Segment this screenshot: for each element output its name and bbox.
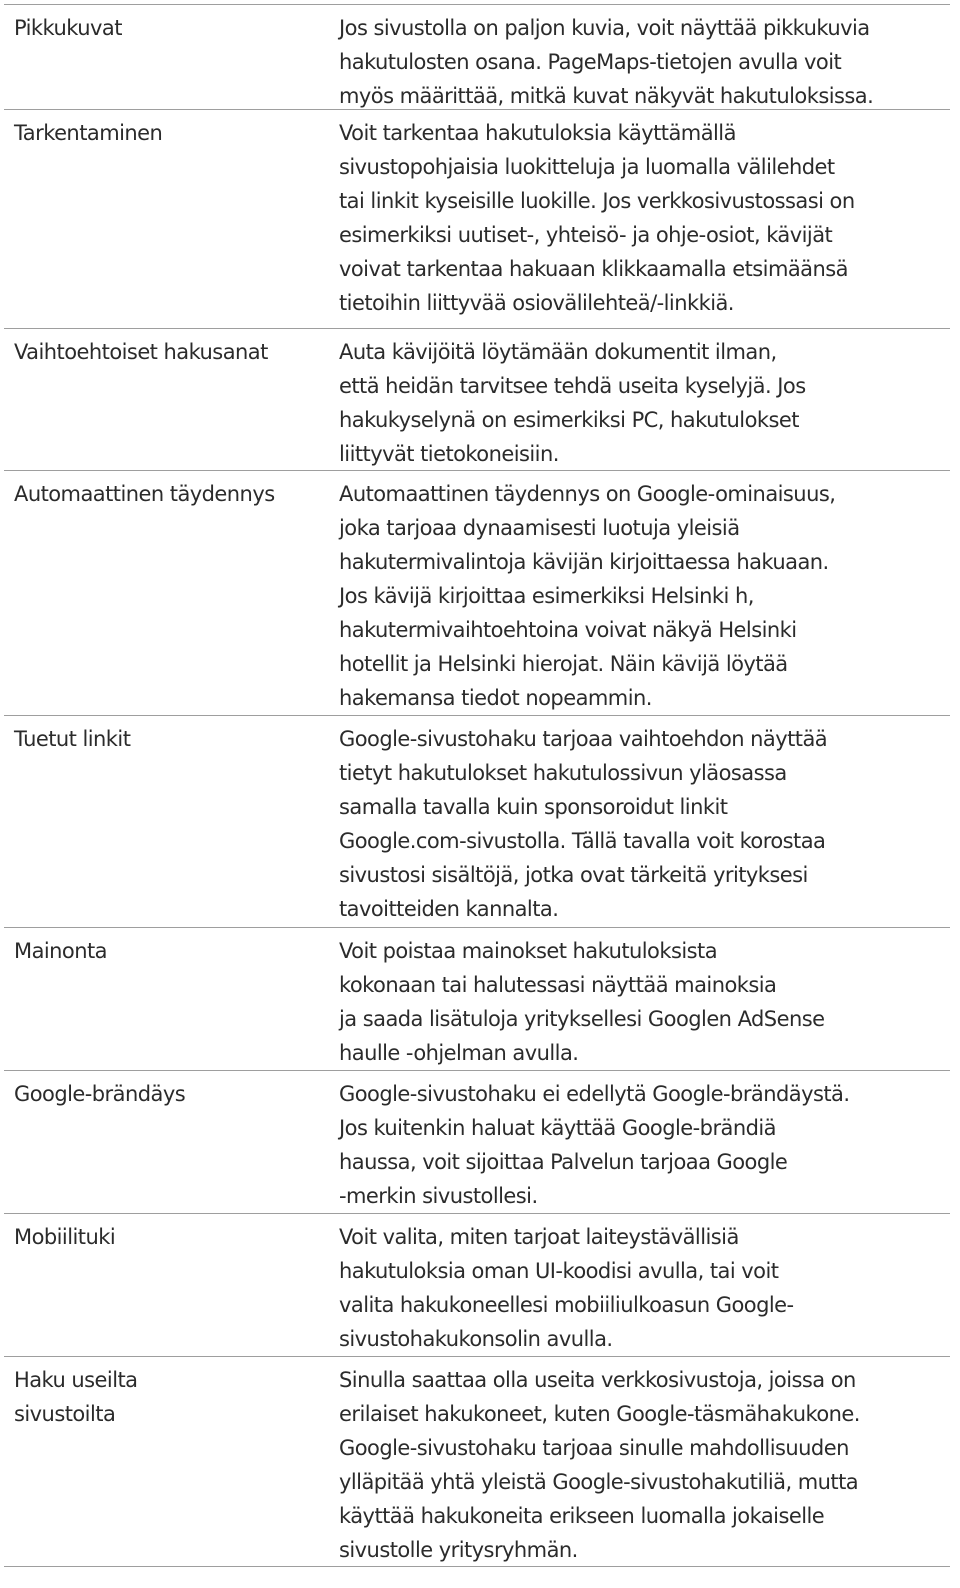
feature-table [4,4,950,1567]
feature-name: Google-brändäys [14,1082,186,1106]
feature-name: Mainonta [14,939,107,963]
table-row [4,110,950,329]
feature-name: Tarkentaminen [14,121,163,145]
table-row [4,5,950,110]
feature-name: Pikkukuvat [14,16,122,40]
table-row [4,471,950,716]
table-row [4,1071,950,1214]
table-row [4,329,950,471]
feature-name: Haku useilta sivustoilta [14,1368,138,1426]
table-row [4,1357,950,1567]
feature-name: Tuetut linkit [14,727,131,751]
feature-description: Auta kävijöitä löytämään dokumentit ilman, että heidän tarvitsee tehdä useita kyselyjä. Jos hakukyselynä on esimerkiksi PC, hakutulokset liittyvät tietokoneisiin. [339,340,806,466]
feature-description: Voit valita, miten tarjoat laiteystävällisiä hakutuloksia oman UI-koodisi avulla, tai voit valita hakukoneellesi mobiiliulkoasun Google- sivustohakukonsolin avulla. [339,1225,794,1351]
feature-description: Google-sivustohaku tarjoaa vaihtoehdon näyttää tietyt hakutulokset hakutulossivun yläosassa samalla tavalla kuin sponsoroidut linkit Google.com-sivustolla. Tällä tavalla voit korostaa sivustosi sisältöjä, jotka ovat tärkeitä yrityksesi tavoitteiden kannalta. [339,727,828,921]
table-row [4,928,950,1071]
table-row [4,1214,950,1357]
feature-description: Sinulla saattaa olla useita verkkosivustoja, joissa on erilaiset hakukoneet, kuten Google-täsmähakukone. Google-sivustohaku tarjoaa sinulle mahdollisuuden ylläpitää yhtä yleistä Google-sivustohakutiliä, mutta käyttää hakukoneita erikseen luomalla jokaiselle sivustolle yritysryhmän. [339,1368,860,1562]
feature-description: Jos sivustolla on paljon kuvia, voit näyttää pikkukuvia hakutulosten osana. PageMaps-tietojen avulla voit myös määrittää, mitkä kuvat näkyvät hakutuloksissa. [339,16,874,108]
feature-description: Voit poistaa mainokset hakutuloksista kokonaan tai halutessasi näyttää mainoksia ja saada lisätuloja yrityksellesi Googlen AdSense haulle -ohjelman avulla. [339,939,825,1065]
feature-name: Vaihtoehtoiset hakusanat [14,340,268,364]
feature-description: Automaattinen täydennys on Google-ominaisuus, joka tarjoaa dynaamisesti luotuja yleisiä hakutermivalintoja kävijän kirjoittaessa hakuaan. Jos kävijä kirjoittaa esimerkiksi Helsinki h, hakutermivaihtoehtoina voivat näkyä Helsinki hotellit ja Helsinki hierojat. Näin kävijä löytää hakemansa tiedot nopeammin. [339,482,836,710]
feature-name: Mobiilituki [14,1225,116,1249]
feature-description: Google-sivustohaku ei edellytä Google-brändäystä. Jos kuitenkin haluat käyttää Google-brändiä haussa, voit sijoittaa Palvelun tarjoaa Google -merkin sivustollesi. [339,1082,850,1208]
feature-description: Voit tarkentaa hakutuloksia käyttämällä sivustopohjaisia luokitteluja ja luomalla välilehdet tai linkit kyseisille luokille. Jos verkkosivustossasi on esimerkiksi uutiset-, yhteisö- ja ohje-osiot, kävijät voivat tarkentaa hakuaan klikkaamalla etsimäänsä tietoihin liittyvää osiovälilehteä/-linkkiä. [339,121,855,315]
feature-name: Automaattinen täydennys [14,482,275,506]
table-row [4,716,950,928]
